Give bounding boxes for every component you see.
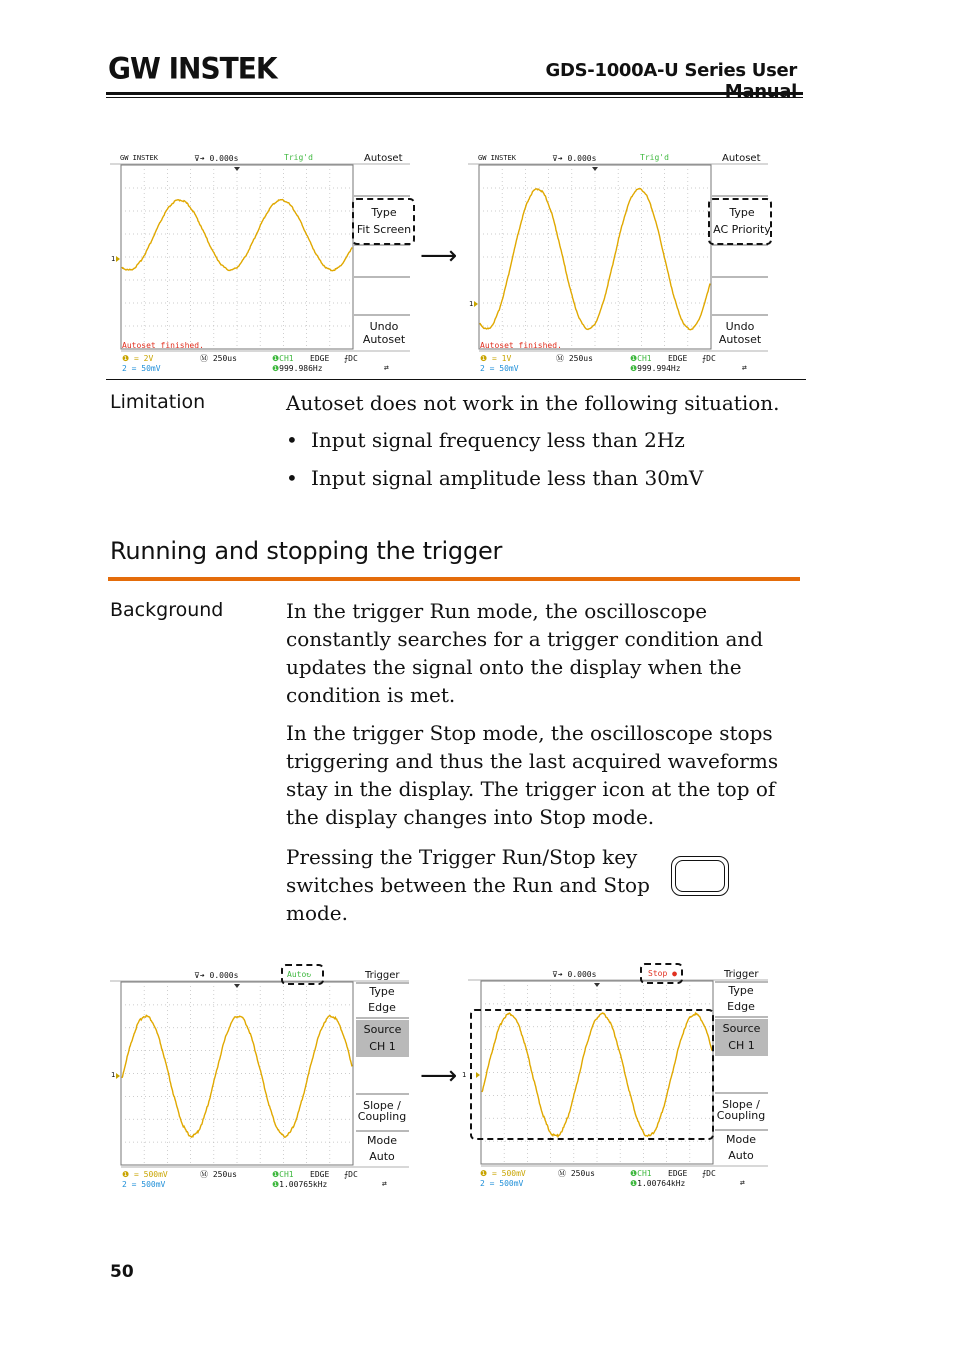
run-stop-key-icon [671,856,729,896]
menu-mode-value: Auto [728,1149,754,1162]
page-number: 50 [110,1262,134,1282]
ch1-marker: 1 [111,255,116,263]
menu-mode-auto[interactable] [715,1133,767,1162]
trigger-status: Auto↻ [287,970,312,979]
background-para-1 [286,597,763,709]
menu-undo-label: Undo [725,320,755,333]
menu-source-value: CH 1 [728,1039,755,1052]
trigger-type: EDGE [310,354,330,363]
menu-mode-auto[interactable] [356,1134,408,1163]
menu-undo-value: Autoset [718,333,762,346]
coupling: ⨍DC [344,354,358,363]
menu-source-value: CH 1 [369,1040,396,1053]
trigger-source: ❶CH1 [272,354,294,363]
coupling: ⨍DC [702,1169,716,1178]
line: condition is met. [286,683,456,707]
menu-type-value: Edge [368,1001,396,1014]
run-stop-key-inner [675,860,725,892]
menu-title: Trigger [724,969,759,980]
menu-mode-label: Mode [726,1133,756,1146]
background-label: Background [110,599,224,621]
timebase: Ⓜ 250us [200,1170,237,1179]
menu-coupling-label: Coupling [357,1110,407,1123]
frequency: ❶999.994Hz [630,364,681,373]
background-para-3 [286,843,650,927]
autoset-scope-left [110,150,415,378]
line: updates the signal onto the display when the [286,655,742,679]
trigger-type: EDGE [668,354,688,363]
ch1-scale: ❶ = 1V [480,354,512,363]
arrow-right: ⟶ [420,241,458,271]
manual-title: GDS-1000A-U Series User [545,60,797,81]
menu-type-value: AC Priority [713,223,771,236]
trigger-status: Trig'd [640,153,669,162]
line: Pressing the Trigger Run/Stop key [286,845,638,869]
menu-mode-value: Auto [369,1150,395,1163]
bullet-text: Input signal amplitude less than 30mV [311,466,704,490]
highlight-waveform-area [470,1009,714,1140]
ch1-scale: ❶ = 500mV [480,1169,526,1178]
usb-icon: ⇄ [384,363,389,372]
trigger-type: EDGE [668,1169,688,1178]
ch1-ground-marker [116,1073,120,1079]
limitation-label: Limitation [110,391,206,413]
gw-instek-logo: GW INSTEK [108,51,277,86]
usb-icon: ⇄ [742,363,747,372]
line: the display changes into Stop mode. [286,805,655,829]
menu-source-ch1[interactable] [356,1020,409,1055]
bullet-dot: • [286,466,298,490]
ch1-marker: 1 [462,1071,467,1079]
menu-slope-coupling[interactable] [715,1099,767,1121]
frequency: ❶1.00764kHz [630,1179,686,1188]
timebase-position: ⊽➔ 0.000s [552,970,597,979]
highlight-trigger-status [640,963,683,984]
menu-undo-label: Undo [369,320,399,333]
menu-coupling-label: Coupling [716,1109,766,1122]
line: triggering and thus the last acquired waveforms [286,749,779,773]
menu-type-edge[interactable] [356,985,408,1014]
menu-slope-coupling[interactable] [356,1100,408,1122]
menu-source-label: Source [722,1022,761,1035]
timebase-position: ⊽➔ 0.000s [194,154,239,163]
status-message: Autoset finished. [122,341,204,350]
ch2-scale: 2 = 50mV [480,364,519,373]
brand-label: GW INSTEK [120,154,158,162]
bullet-dot: • [286,428,298,452]
ch2-scale: 2 = 500mV [122,1180,166,1189]
menu-type-edge[interactable] [715,984,767,1013]
menu-source-label: Source [363,1023,402,1036]
menu-undo-autoset[interactable] [356,320,412,346]
header-rule-thin [106,97,803,98]
ch1-ground-marker [116,256,120,262]
ch1-scale: ❶ = 2V [122,354,154,363]
section-title: Running and stopping the trigger [110,537,503,565]
arrow-right: ⟶ [420,1061,458,1091]
frequency: ❶999.986Hz [272,364,323,373]
timebase-position: ⊽➔ 0.000s [552,154,597,163]
menu-type-label: Type [371,206,397,219]
menu-undo-value: Autoset [362,333,406,346]
trigger-scope-left [110,965,415,1193]
background-para-2 [286,719,778,831]
timebase: Ⓜ 250us [558,1169,595,1178]
usb-icon: ⇄ [382,1179,387,1188]
ch1-marker: 1 [111,1071,116,1079]
trigger-type: EDGE [310,1170,330,1179]
menu-title: Trigger [365,970,400,981]
ch1-ground-marker [474,301,478,307]
menu-title: Autoset [364,153,403,164]
trigger-scope-right [462,965,773,1193]
ch1-scale: ❶ = 500mV [122,1170,168,1179]
trigger-source: ❶CH1 [630,354,652,363]
timebase: Ⓜ 250us [556,354,593,363]
section-rule [108,577,800,581]
ch1-marker: 1 [469,300,474,308]
menu-type-label: Type [728,984,754,997]
coupling: ⨍DC [702,354,716,363]
frequency: ❶1.00765kHz [272,1180,328,1189]
timebase-position: ⊽➔ 0.000s [194,971,239,980]
menu-type-label: Type [369,985,395,998]
figure-divider [106,379,806,380]
trigger-source: ❶CH1 [272,1170,294,1179]
menu-type-value: Fit Screen [356,223,412,236]
menu-type-label: Type [729,206,755,219]
line: switches between the Run and Stop [286,873,650,897]
menu-title: Autoset [722,153,761,164]
status-message: Autoset finished. [480,341,562,350]
line: In the trigger Stop mode, the oscilloscope stops [286,721,773,745]
menu-source-ch1[interactable] [715,1019,768,1054]
bullet-text: Input signal frequency less than 2Hz [311,428,685,452]
usb-icon: ⇄ [740,1178,745,1187]
timebase: Ⓜ 250us [200,354,237,363]
menu-type-value: Edge [727,1000,755,1013]
menu-slope-label: Slope / [363,1099,401,1112]
menu-undo-autoset[interactable] [712,320,768,346]
highlight-trigger-status [281,964,324,985]
trigger-status: Trig'd [284,153,313,162]
line: In the trigger Run mode, the oscilloscope [286,599,708,623]
menu-slope-label: Slope / [722,1098,760,1111]
ch2-scale: 2 = 50mV [122,364,161,373]
highlight-type-menu [352,198,415,245]
line: stay in the display. The trigger icon at the top of [286,777,776,801]
header-rule [106,92,803,95]
brand-label: GW INSTEK [478,154,516,162]
coupling: ⨍DC [344,1170,358,1179]
line: constantly searches for a trigger condition and [286,627,764,651]
trigger-status: Stop ● [648,969,677,978]
autoset-scope-right [468,150,773,378]
menu-mode-label: Mode [367,1134,397,1147]
ch2-scale: 2 = 500mV [480,1179,524,1188]
highlight-type-menu [708,198,772,245]
limitation-intro: Autoset does not work in the following situation. [286,391,780,415]
trigger-source: ❶CH1 [630,1169,652,1178]
line: mode. [286,901,349,925]
